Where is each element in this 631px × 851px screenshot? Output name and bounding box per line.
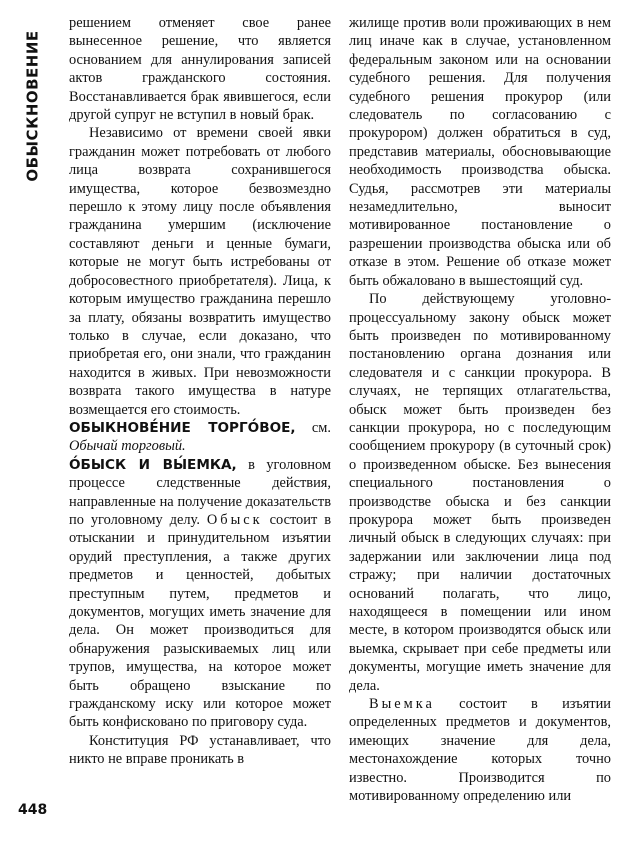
entry-definition: состоит в изъятии определенных предметов и документов, имеющих значение для дела, местонахождение которых точно известно. Производится по мотивированному определению или [349,696,611,805]
running-head: ОБЫСКНОВЕНИЕ [24,30,42,182]
entry-obysk-i-vyemka [69,456,331,732]
entry-headword: ОБЫКНОВЕ́НИЕ ТОРГО́ВОЕ, [69,419,296,436]
running-head-tab [18,16,48,196]
entry-term: Выемка [369,696,435,713]
entry-definition: в уголовном процессе следственные действия, направленные на получение доказательств по уголовному делу. [69,456,331,528]
paragraph-procedure: По действующему уголовно-процессуальному закону обыск может быть произведен по мотивированному постановлению органа дознания или следователя и с санкции прокурора. В случаях, не терпящих отлагательства, обыск может быть произведен без санкции прокурора, но с последующим сообщением прокурору (в суточный срок) о произведенном обыске. Без вынесения специального постановления о производстве обыска и без санкции прокурора может быть произведен личный обыск в следующих случаях: при задержании или заключении лица под стражу; при наличии достаточных оснований полагать, что лицо, находящееся в помещении или ином месте, в котором производятся обыск или выемка, скрывает при себе предметы или документы, могущие иметь значение для дела. [349,291,611,694]
paragraph-property-return: Независимо от времени своей явки гражданин может потребовать от любого лица возврата сохранившегося имущества, которое безвозмездно перешло к этому лицу после объявления гражданина умершим (исключение составляют деньги и ценные бумаги, которые не могут быть истребованы от добросовестного приобретателя). Лица, к которым имущество гражданина перешло за плату, обязаны возвратить имущество только в случае, если доказано, что приобретая его, они знали, что гражданин находится в живых. При невозможности возврата такого имущества в натуре возмещается его стоимость. [69,125,331,418]
entry-headword: О́БЫСК И ВЫ́ЕМКА, [69,456,237,473]
paragraph-continuation: решением отменяет свое ранее вынесенное решение, что является основанием для аннулирования записей актов гражданского состояния. Восстанавливается брак явившегося, если другой супруг не вступил в новый брак. [69,15,331,124]
see-also-label: см. [295,419,331,436]
entry-obyknovenie-torgovoe [69,419,331,456]
left-column [69,14,331,769]
entry-definition: состоит в отыскании и принудительном изъятии орудий преступления, а также других предметов и ценностей, добытых преступным путем, предметов и документов, могущих иметь значение для дела. Он может производиться для обнаружения разыскиваемых лиц или трупов, имущества, на которое может быть обращено взыскание по гражданскому иску или которое может быть конфисковано по приговору суда. [69,511,331,731]
right-column [349,14,611,805]
cross-reference-link[interactable]: Обычай торговый. [69,438,186,455]
paragraph-court-decision: жилище против воли проживающих в нем лиц иначе как в случае, установленном федеральным законом или на основании судебного решения. Для получения судебного решения прокурор (или следователь по согласованию с прокурором) должен обратиться в суд, представив материалы, обосновывающие необходимость производства обыска. Судья, рассмотрев эти материалы незамедлительно, выносит мотивированное постановление о разрешении производства обыска или об отказе в этом. Решение об отказе может быть обжаловано в вышестоящий суд. [349,15,611,289]
entry-term: Обыск [206,511,263,528]
page-number: 448 [18,802,48,818]
paragraph-seizure [349,695,611,805]
paragraph-constitution: Конституция РФ устанавливает, что никто не вправе проникать в [69,732,331,768]
